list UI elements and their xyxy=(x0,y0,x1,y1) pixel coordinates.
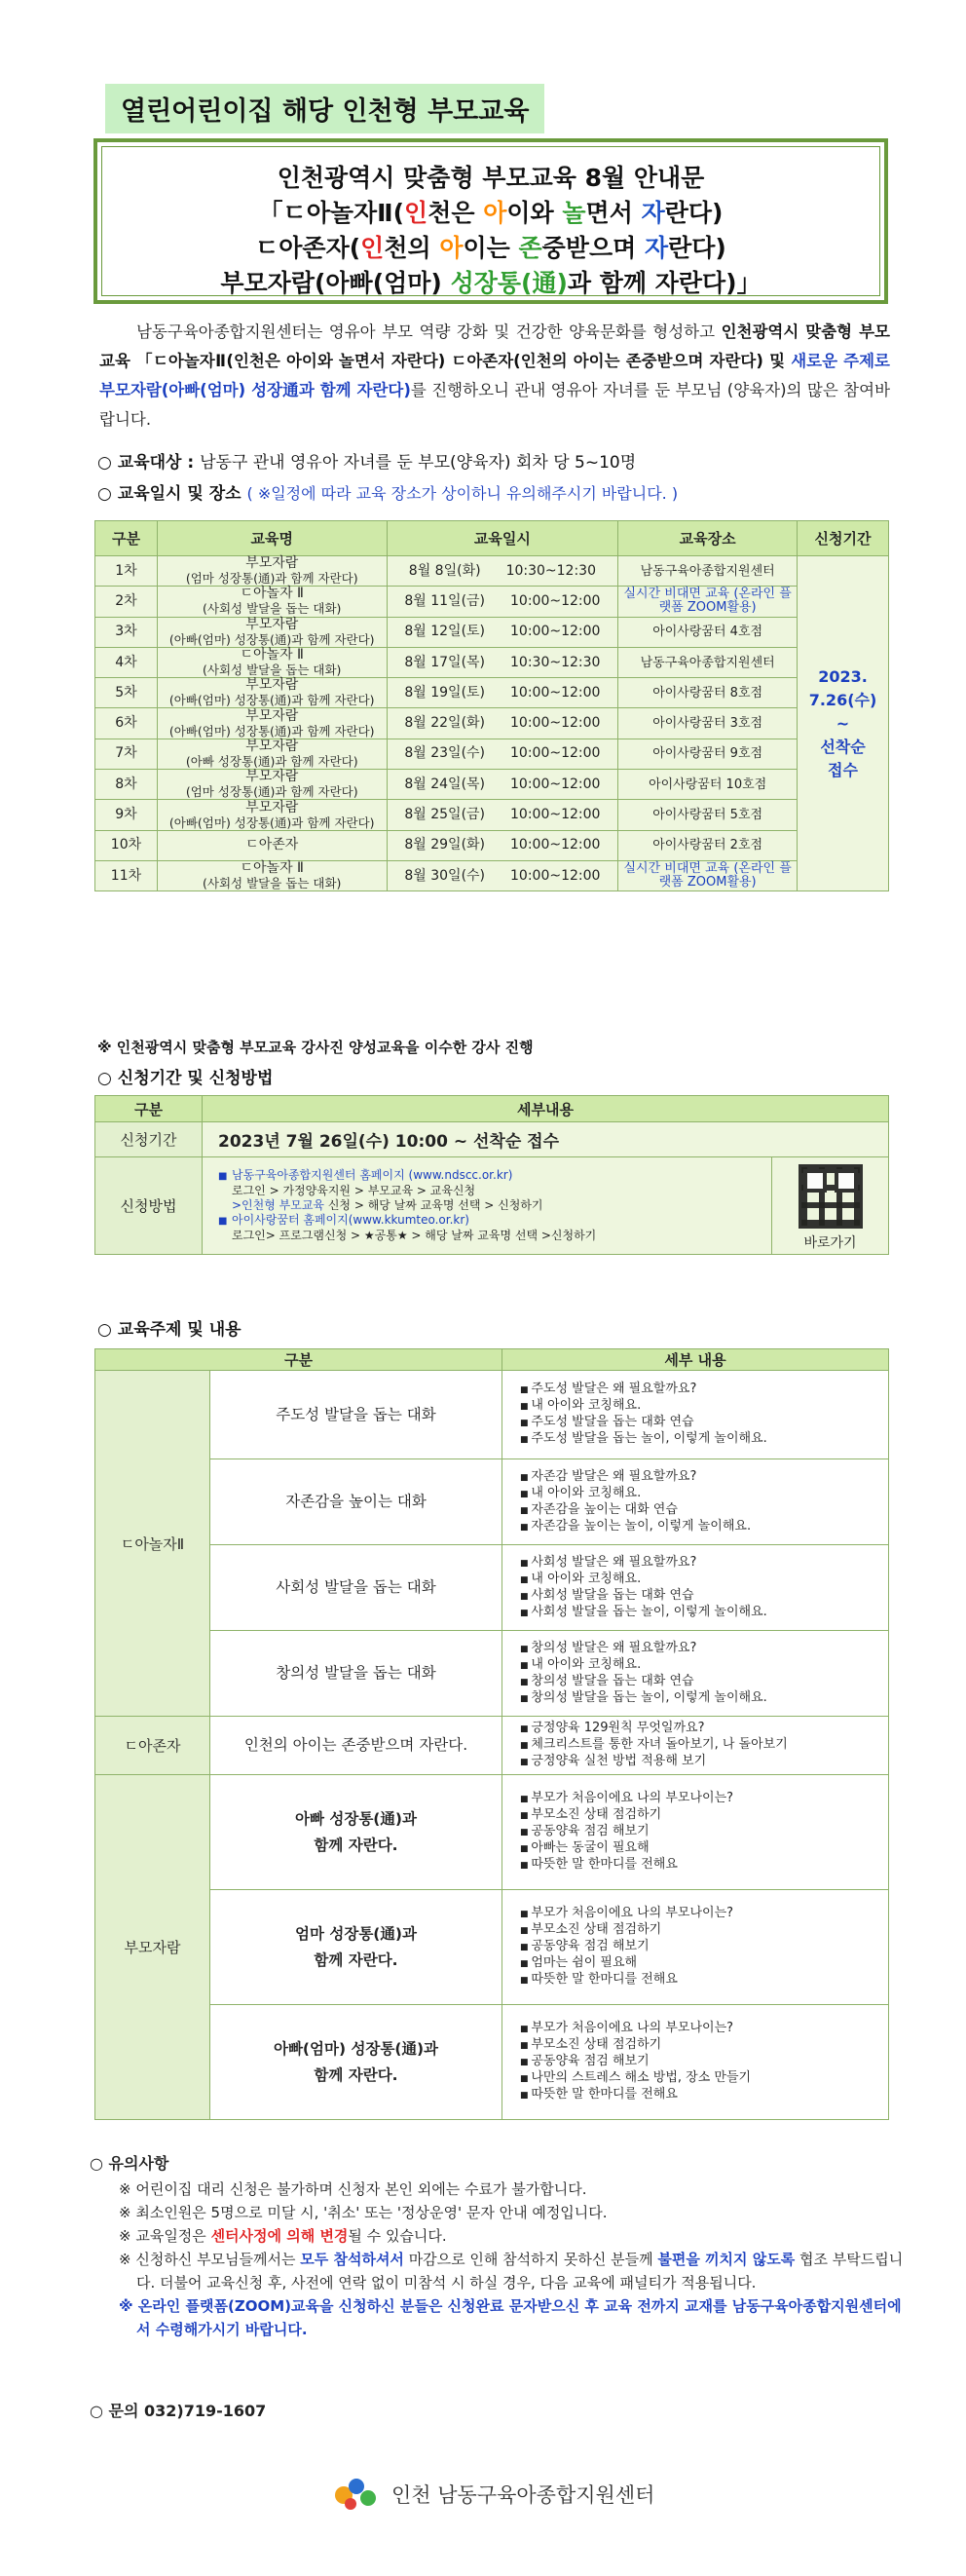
title-line-2-part: 천은 xyxy=(427,199,484,227)
session-time: 10:00~12:00 xyxy=(510,807,601,823)
session-name-sub: (엄마 성장통(通)과 함께 자란다) xyxy=(185,571,358,587)
session-datetime xyxy=(387,830,618,860)
detail-item: ■ 체크리스트를 통한 자녀 돌아보기, 나 돌아보기 xyxy=(520,1737,880,1754)
category-cell: ㄷ아존자 xyxy=(95,1717,210,1775)
title-line-2-part: 아 xyxy=(483,199,507,227)
target-label: 교육대상 : xyxy=(117,453,195,473)
method-line xyxy=(218,1168,762,1184)
caution-highlight: 모두 참석하셔서 xyxy=(300,2251,404,2268)
session-datetime xyxy=(387,860,618,890)
category-cell: ㄷ아놀자Ⅱ xyxy=(95,1371,210,1717)
detail-item: ■ 따뜻한 말 한마디를 전해요 xyxy=(520,1857,880,1874)
caution-highlight: 불편을 끼치지 않도록 xyxy=(657,2251,796,2268)
session-time: 10:00~12:00 xyxy=(510,837,601,853)
topic-line: 아빠(엄마) 성장통(通)과 xyxy=(273,2039,439,2058)
detail-cell xyxy=(502,1775,889,1890)
title-line-3-part: 천의 xyxy=(384,234,440,262)
apply-period-text: 접수 xyxy=(828,760,858,779)
schedule-row xyxy=(95,860,889,890)
method-detail xyxy=(203,1157,772,1255)
apply-period-text: 7.26(수) xyxy=(808,690,877,709)
title-line-3 xyxy=(102,231,879,266)
col-header: 신청기간 xyxy=(798,521,889,556)
detail-item: ■ 긍정양육 실천 방법 적용해 보기 xyxy=(520,1754,880,1770)
caution-item: ※ 온라인 플랫폼(ZOOM)교육을 신청하신 분들은 신청완료 문자받으신 후 교육 전까지 교재를 남동구육아종합지원센터에서 수령해가시기 바랍니다. xyxy=(119,2297,902,2338)
session-date: 8월 22일(화) xyxy=(404,715,486,732)
session-name-main: ㄷ아놀자 Ⅱ xyxy=(240,586,304,602)
session-no: 10차 xyxy=(95,830,158,860)
category-cell: 부모자람 xyxy=(95,1775,210,2120)
caution-item xyxy=(90,2224,908,2248)
col-header: 구분 xyxy=(95,1349,502,1371)
square-bullet-icon: ■ xyxy=(218,1171,228,1182)
detail-item: ■ 내 아이와 코칭해요. xyxy=(520,1657,880,1674)
session-time: 10:00~12:00 xyxy=(510,715,601,732)
session-place: 실시간 비대면 교육 (온라인 플랫폼 ZOOM활용) xyxy=(618,587,798,617)
detail-item: ■ 내 아이와 코칭해요. xyxy=(520,1398,880,1415)
schedule-row xyxy=(95,587,889,617)
schedule-row xyxy=(95,647,889,677)
session-datetime xyxy=(387,556,618,587)
session-name-sub: (아빠(엄마) 성장통(通)과 함께 자란다) xyxy=(168,814,375,830)
detail-item: ■ 내 아이와 코칭해요. xyxy=(520,1572,880,1588)
topic-cell: 자존감을 높이는 대화 xyxy=(210,1459,502,1545)
schedule-row xyxy=(95,830,889,860)
caution-highlight: 센터사정에 의해 변경 xyxy=(210,2227,349,2245)
schedule-head-note: ( ※일정에 따라 교육 장소가 상이하니 유의해주시기 바랍니다. ) xyxy=(246,484,679,503)
caution-item: ※ 어린이집 대리 신청은 불가하며 신청자 본인 외에는 수료가 불가합니다. xyxy=(119,2180,587,2198)
topic-row xyxy=(95,1890,889,2005)
detail-item: ■ 부모소진 상태 점검하기 xyxy=(520,1807,880,1824)
logo-dot xyxy=(360,2490,376,2506)
title-line-2-part: 놀 xyxy=(562,199,586,227)
session-time: 10:00~12:00 xyxy=(510,867,601,884)
topic-row xyxy=(95,1631,889,1717)
title-line-2-part: 면서 xyxy=(585,199,642,227)
schedule-row xyxy=(95,556,889,587)
session-datetime xyxy=(387,617,618,647)
apply-head-label: 신청기간 및 신청방법 xyxy=(117,1069,274,1088)
detail-item: ■ 자존감을 높이는 놀이, 이렇게 놀이해요. xyxy=(520,1519,880,1535)
detail-cell xyxy=(502,1890,889,2005)
session-name xyxy=(157,678,387,708)
session-name-main: 부모자람 xyxy=(245,707,299,724)
schedule-row xyxy=(95,617,889,647)
session-time: 10:30~12:30 xyxy=(505,562,596,579)
session-time: 10:00~12:00 xyxy=(510,745,601,762)
method-line: 로그인 > 가정양육지원 > 부모교육 > 교육신청 xyxy=(232,1184,476,1197)
detail-item: ■ 창의성 발달은 왜 필요할까요? xyxy=(520,1641,880,1657)
method-highlight: >인천형 부모교육 xyxy=(232,1198,325,1212)
session-name-main: 부모자람 xyxy=(245,799,299,815)
title-line-2-part: 자 xyxy=(641,199,665,227)
apply-head: ○ 신청기간 및 신청방법 xyxy=(97,1069,274,1088)
title-line-1: 인천광역시 맞춤형 부모교육 8월 안내문 xyxy=(277,164,705,192)
method-text: 신청 > 해당 날짜 교육명 선택 > 신청하기 xyxy=(324,1198,543,1212)
session-no: 1차 xyxy=(95,556,158,587)
method-line: 로그인> 프로그램신청 > ★공통★ > 해당 날짜 교육명 선택 >신청하기 xyxy=(232,1229,597,1242)
detail-item: ■ 부모가 처음이에요 나의 부모나이는? xyxy=(520,1906,880,1922)
session-no: 2차 xyxy=(95,587,158,617)
session-place: 아이사랑꿈터 3호점 xyxy=(618,708,798,739)
logo-dot xyxy=(345,2498,356,2510)
session-time: 10:30~12:30 xyxy=(510,654,601,670)
qr-label: 바로가기 xyxy=(803,1234,857,1251)
session-datetime xyxy=(387,708,618,739)
session-date: 8월 23일(수) xyxy=(404,745,486,762)
topic-row xyxy=(95,1459,889,1545)
detail-item: ■ 긍정양육 129원칙 무엇일까요? xyxy=(520,1721,880,1737)
session-datetime xyxy=(387,770,618,800)
session-name xyxy=(157,647,387,677)
detail-item: ■ 부모가 처음이에요 나의 부모나이는? xyxy=(520,1791,880,1807)
topic-line: 아빠 성장통(通)과 xyxy=(295,1809,417,1828)
detail-cell xyxy=(502,2005,889,2120)
apply-table xyxy=(94,1095,889,1255)
target-line: ○ 교육대상 : 남동구 관내 영유아 자녀를 둔 부모(양육자) 회차 당 5~10명 xyxy=(97,453,637,473)
session-name-sub: (아빠(엄마) 성장통(通)과 함께 자란다) xyxy=(168,693,375,708)
topic-cell: 창의성 발달을 돕는 대화 xyxy=(210,1631,502,1717)
detail-item: ■ 주도성 발달을 돕는 대화 연습 xyxy=(520,1415,880,1431)
session-no: 8차 xyxy=(95,770,158,800)
title-line-4 xyxy=(102,266,879,301)
detail-item: ■ 창의성 발달을 돕는 놀이, 이렇게 놀이해요. xyxy=(520,1690,880,1707)
caution-part: ※ 신청하신 부모님들께서는 xyxy=(119,2251,301,2268)
detail-item: ■ 공동양육 점검 해보기 xyxy=(520,2054,880,2070)
title-line-2-part: 란다) xyxy=(664,199,724,227)
schedule-row xyxy=(95,770,889,800)
schedule-head-label: 교육일시 및 장소 xyxy=(117,484,242,504)
session-place: 아이사랑꿈터 10호점 xyxy=(618,770,798,800)
session-name xyxy=(157,617,387,647)
cautions-head: ○ 유의사항 xyxy=(90,2154,169,2173)
session-no: 4차 xyxy=(95,647,158,677)
title-line-3-part: 자 xyxy=(644,234,669,262)
session-place: 남동구육아종합지원센터 xyxy=(618,556,798,587)
topic-line: 함께 자란다. xyxy=(314,1836,398,1854)
title-line-3-part: 존 xyxy=(518,234,542,262)
schedule-row xyxy=(95,800,889,830)
session-name-main: 부모자람 xyxy=(245,769,299,785)
topic-cell: 인천의 아이는 존중받으며 자란다. xyxy=(210,1717,502,1775)
topic-cell: 사회성 발달을 돕는 대화 xyxy=(210,1545,502,1631)
session-date: 8월 8일(화) xyxy=(408,562,481,579)
session-time: 10:00~12:00 xyxy=(510,624,601,640)
contact-label: 문의 xyxy=(108,2402,139,2420)
topic-cell xyxy=(210,1890,502,2005)
title-line-3-part: 중받으며 xyxy=(541,234,645,262)
title-line-2-part: 「ㄷ아놀자Ⅱ( xyxy=(258,199,405,227)
session-date: 8월 30일(수) xyxy=(404,867,486,884)
session-name xyxy=(157,708,387,739)
title-line-2 xyxy=(102,196,879,231)
session-date: 8월 11일(금) xyxy=(404,592,486,609)
title-line-3-part: 아 xyxy=(439,234,464,262)
topics-table-header xyxy=(95,1349,889,1371)
topic-line: 함께 자란다. xyxy=(314,1951,398,1969)
title-box xyxy=(93,138,888,304)
session-datetime xyxy=(387,587,618,617)
session-date: 8월 19일(토) xyxy=(404,684,486,701)
method-line xyxy=(218,1213,762,1229)
session-place: 남동구육아종합지원센터 xyxy=(618,647,798,677)
detail-item: ■ 자존감을 높이는 대화 연습 xyxy=(520,1502,880,1519)
title-line-3-part: 란다) xyxy=(668,234,726,262)
session-name-sub: (사회성 발달을 돕는 대화) xyxy=(203,876,342,891)
detail-item: ■ 자존감 발달은 왜 필요할까요? xyxy=(520,1469,880,1486)
session-name-sub: (아빠 성장통(通)과 함께 자란다) xyxy=(185,753,358,769)
session-name-main: ㄷ아존자 xyxy=(245,837,299,853)
detail-cell xyxy=(502,1459,889,1545)
session-place: 아이사랑꿈터 8호점 xyxy=(618,678,798,708)
intro-part: 남동구육아종합지원센터는 영유아 부모 역량 강화 및 건강한 양육문화를 형성하고 xyxy=(136,322,722,341)
topics-head-label: 교육주제 및 내용 xyxy=(117,1320,242,1340)
detail-item: ■ 창의성 발달을 돕는 대화 연습 xyxy=(520,1674,880,1690)
session-no: 7차 xyxy=(95,739,158,769)
schedule-head: ○ 교육일시 및 장소 ( ※일정에 따라 교육 장소가 상이하니 유의해주시기 바랍니다. ) xyxy=(97,484,679,504)
detail-item: ■ 주도성 발달은 왜 필요할까요? xyxy=(520,1382,880,1398)
session-datetime xyxy=(387,739,618,769)
session-datetime xyxy=(387,800,618,830)
schedule-row xyxy=(95,739,889,769)
instructor-note: ※ 인천광역시 맞춤형 부모교육 강사진 양성교육을 이수한 강사 진행 xyxy=(97,1039,534,1056)
detail-item: ■ 사회성 발달을 돕는 대화 연습 xyxy=(520,1588,880,1605)
col-header: 세부내용 xyxy=(203,1096,889,1122)
title-line-2-part: 이와 xyxy=(506,199,563,227)
detail-cell xyxy=(502,1631,889,1717)
topic-row xyxy=(95,1775,889,1890)
session-name-main: 부모자람 xyxy=(245,616,299,632)
col-header: 구분 xyxy=(95,1096,203,1122)
session-date: 8월 12일(토) xyxy=(404,624,486,640)
topic-cell: 주도성 발달을 돕는 대화 xyxy=(210,1371,502,1459)
intro-part: 를 진행하오니 관내 영유아 자녀를 둔 부모님 (양육자)의 많은 참여바랍니다. xyxy=(99,381,891,429)
schedule-row xyxy=(95,708,889,739)
schedule-table-header xyxy=(95,521,889,556)
session-name xyxy=(157,556,387,587)
apply-period-text: ~ xyxy=(836,713,850,733)
apply-period-row xyxy=(95,1122,889,1157)
apply-period-text: 선착순 xyxy=(820,737,866,756)
schedule-table xyxy=(94,520,889,891)
topic-cell xyxy=(210,1775,502,1890)
intro-paragraph xyxy=(99,318,890,435)
session-place: 아이사랑꿈터 5호점 xyxy=(618,800,798,830)
detail-item: ■ 엄마는 쉼이 필요해 xyxy=(520,1955,880,1972)
caution-part: 협조 부탁드립니다. 더불어 교육신청 후, 사전에 연락 없이 미참석 시 하실 경우, 다음 교육에 패널티가 적용됩니다. xyxy=(136,2251,904,2292)
homepage-link[interactable]: 남동구육아종합지원센터 홈페이지 (www.ndscc.or.kr) xyxy=(232,1168,513,1182)
session-name xyxy=(157,770,387,800)
top-badge: 열린어린이집 해당 인천형 부모교육 xyxy=(105,84,544,133)
session-name xyxy=(157,860,387,890)
qr-cell[interactable] xyxy=(772,1157,889,1255)
detail-item: ■ 주도성 발달을 돕는 놀이, 이렇게 놀이해요. xyxy=(520,1431,880,1448)
title-line-4-part: 부모자람(아빠(엄마) xyxy=(220,269,451,297)
session-date: 8월 29일(화) xyxy=(404,837,486,853)
topic-row xyxy=(95,1545,889,1631)
detail-cell xyxy=(502,1717,889,1775)
intro-part: 새로운 주제로 부모자람(아빠(엄마) 성장通과 함께 자란다) xyxy=(99,352,890,399)
caution-item: ※ 최소인원은 5명으로 미달 시, '취소' 또는 '정상운영' 문자 안내 예정입니다. xyxy=(119,2204,608,2221)
session-name-main: 부모자람 xyxy=(245,555,299,572)
session-datetime xyxy=(387,678,618,708)
session-name xyxy=(157,830,387,860)
detail-item: ■ 공동양육 점검 해보기 xyxy=(520,1824,880,1840)
session-time: 10:00~12:00 xyxy=(510,592,601,609)
session-no: 11차 xyxy=(95,860,158,890)
topic-row xyxy=(95,1371,889,1459)
square-bullet-icon: ■ xyxy=(218,1216,228,1227)
apply-period-text: 2023. xyxy=(818,666,868,686)
period-value: 2023년 7월 26일(수) 10:00 ~ 선착순 접수 xyxy=(203,1122,889,1157)
session-name-sub: (아빠(엄마) 성장통(通)과 함께 자란다) xyxy=(168,723,375,739)
session-time: 10:00~12:00 xyxy=(510,684,601,701)
method-line xyxy=(232,1198,762,1213)
topic-row xyxy=(95,2005,889,2120)
caution-part: 될 수 있습니다. xyxy=(348,2227,447,2245)
detail-item: ■ 내 아이와 코칭해요. xyxy=(520,1486,880,1502)
title-line-2-part: 인 xyxy=(404,199,428,227)
session-place: 아이사랑꿈터 2호점 xyxy=(618,830,798,860)
title-inner xyxy=(101,146,880,296)
topics-table xyxy=(94,1348,889,2120)
session-name xyxy=(157,587,387,617)
cautions-section xyxy=(90,2151,908,2341)
apply-table-header xyxy=(95,1096,889,1122)
session-date: 8월 17일(목) xyxy=(404,654,486,670)
caution-part: ※ 교육일정은 xyxy=(119,2227,211,2245)
col-header: 교육일시 xyxy=(387,521,618,556)
session-date: 8월 24일(목) xyxy=(404,776,486,792)
topic-line: 함께 자란다. xyxy=(314,2065,398,2084)
period-label: 신청기간 xyxy=(95,1122,203,1157)
kkumteo-link[interactable]: 아이사랑꿈터 홈페이지(www.kkumteo.or.kr) xyxy=(232,1213,469,1227)
col-header: 교육장소 xyxy=(618,521,798,556)
detail-item: ■ 부모가 처음이에요 나의 부모나이는? xyxy=(520,2021,880,2037)
col-header: 세부 내용 xyxy=(502,1349,889,1371)
session-name xyxy=(157,739,387,769)
detail-item: ■ 아빠는 동굴이 필요해 xyxy=(520,1840,880,1857)
caution-part: 마감으로 인해 참석하지 못하신 분들께 xyxy=(403,2251,658,2268)
intro-part: 인천광역시 맞춤형 부모교육 「ㄷ아놀자Ⅱ(인천은 아이와 놀면서 자란다) ㄷ아존자(인천의 아이는 존중받으며 자란다) 및 xyxy=(99,322,890,370)
session-place: 아이사랑꿈터 9호점 xyxy=(618,739,798,769)
session-name-sub: (사회성 발달을 돕는 대화) xyxy=(203,663,342,678)
session-name xyxy=(157,800,387,830)
apply-period-cell xyxy=(798,556,889,891)
col-header: 구분 xyxy=(95,521,158,556)
detail-item: ■ 사회성 발달은 왜 필요할까요? xyxy=(520,1555,880,1572)
center-logo-icon xyxy=(331,2475,382,2514)
method-label: 신청방법 xyxy=(95,1157,203,1255)
footer-name: 인천 남동구육아종합지원센터 xyxy=(391,2483,655,2507)
cautions-head-label: 유의사항 xyxy=(108,2154,169,2173)
detail-item: ■ 나만의 스트레스 해소 방법, 장소 만들기 xyxy=(520,2070,880,2087)
col-header: 교육명 xyxy=(157,521,387,556)
title-line-4-part: 성장통(通) xyxy=(450,269,568,297)
session-name-sub: (엄마 성장통(通)과 함께 자란다) xyxy=(185,784,358,800)
detail-item: ■ 따뜻한 말 한마디를 전해요 xyxy=(520,2087,880,2103)
topic-cell xyxy=(210,2005,502,2120)
detail-cell xyxy=(502,1371,889,1459)
detail-item: ■ 부모소진 상태 점검하기 xyxy=(520,2037,880,2054)
session-place: 실시간 비대면 교육 (온라인 플랫폼 ZOOM활용) xyxy=(618,860,798,890)
session-datetime xyxy=(387,647,618,677)
session-no: 6차 xyxy=(95,708,158,739)
title-line-3-part: 이는 xyxy=(463,234,519,262)
title-line-3-part: 인 xyxy=(360,234,385,262)
session-no: 9차 xyxy=(95,800,158,830)
session-name-main: ㄷ아놀자 Ⅱ xyxy=(240,647,304,663)
qr-code-icon[interactable] xyxy=(799,1164,863,1229)
detail-item: ■ 공동양육 점검 해보기 xyxy=(520,1939,880,1955)
detail-item: ■ 사회성 발달을 돕는 놀이, 이렇게 놀이해요. xyxy=(520,1605,880,1621)
title-line-3-part: ㄷ아존자( xyxy=(255,234,361,262)
detail-cell xyxy=(502,1545,889,1631)
detail-item: ■ 따뜻한 말 한마디를 전해요 xyxy=(520,1972,880,1989)
session-name-main: ㄷ아놀자 Ⅱ xyxy=(240,860,304,877)
contact-phone[interactable]: 032)719-1607 xyxy=(144,2402,267,2420)
session-name-main: 부모자람 xyxy=(245,738,299,754)
title-line-4-part: 과 함께 자란다)」 xyxy=(567,269,762,297)
session-name-sub: (사회성 발달을 돕는 대화) xyxy=(203,601,342,617)
session-place: 아이사랑꿈터 4호점 xyxy=(618,617,798,647)
session-name-sub: (아빠(엄마) 성장통(通)과 함께 자란다) xyxy=(168,631,375,647)
session-name-main: 부모자람 xyxy=(245,677,299,694)
topic-line: 엄마 성장통(通)과 xyxy=(295,1924,417,1943)
session-date: 8월 25일(금) xyxy=(404,807,486,823)
topic-row xyxy=(95,1717,889,1775)
detail-item: ■ 부모소진 상태 점검하기 xyxy=(520,1922,880,1939)
session-no: 5차 xyxy=(95,678,158,708)
apply-method-row xyxy=(95,1157,889,1255)
session-no: 3차 xyxy=(95,617,158,647)
footer xyxy=(331,2475,654,2514)
target-value: 남동구 관내 영유아 자녀를 둔 부모(양육자) 회차 당 5~10명 xyxy=(200,453,637,473)
schedule-row xyxy=(95,678,889,708)
contact-line: ○ 문의 032)719-1607 xyxy=(90,2402,267,2420)
caution-item xyxy=(90,2248,908,2294)
topics-head: ○ 교육주제 및 내용 xyxy=(97,1320,242,1340)
session-time: 10:00~12:00 xyxy=(510,776,601,792)
